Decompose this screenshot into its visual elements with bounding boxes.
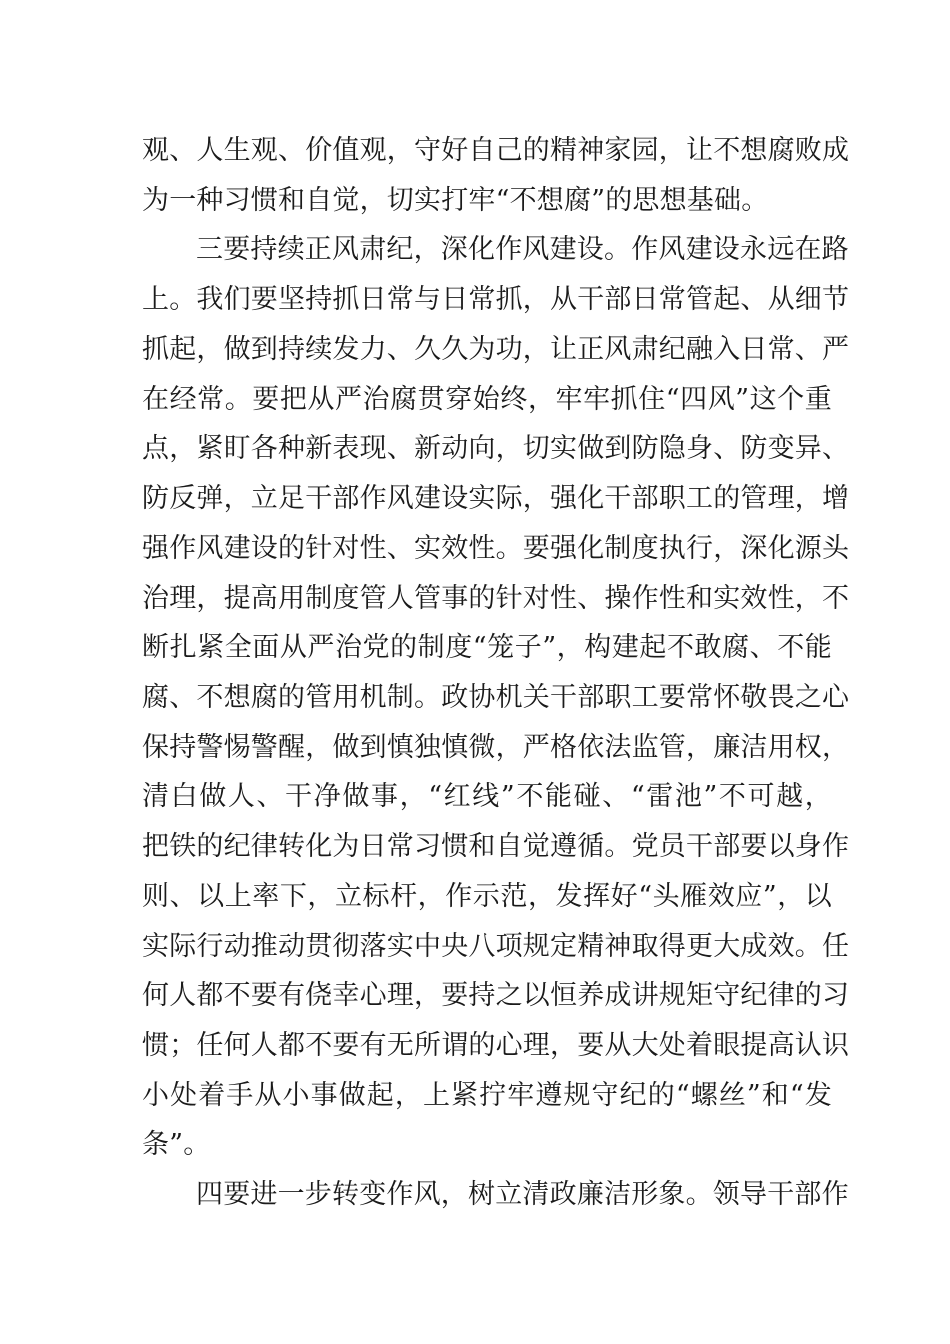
text-line: 上。我们要坚持抓日常与日常抓，从干部日常管起、从细节 (142, 284, 850, 315)
text-line: 清白做人、干净做事，“红线”不能碰、“雷池”不可越， (142, 781, 832, 812)
text-line: 腐、不想腐的管用机制。政协机关干部职工要常怀敬畏之心 (142, 682, 850, 713)
paragraph-start-line: 三要持续正风肃纪，深化作风建设。作风建设永远在路 (196, 234, 849, 265)
text-line: 惯；任何人都不要有无所谓的心理，要从大处着眼提高认识 (142, 1030, 850, 1061)
text-line: 观、人生观、价值观，守好自己的精神家园，让不想腐败成 (142, 135, 850, 166)
text-line: 点，紧盯各种新表现、新动向，切实做到防隐身、防变异、 (142, 433, 850, 464)
text-line: 何人都不要有侥幸心理，要持之以恒养成讲规矩守纪律的习 (142, 980, 850, 1011)
text-line: 治理，提高用制度管人管事的针对性、操作性和实效性，不 (142, 583, 850, 614)
text-line: 把铁的纪律转化为日常习惯和自觉遵循。党员干部要以身作 (142, 831, 850, 862)
text-line: 抓起，做到持续发力、久久为功，让正风肃纪融入日常、严 (142, 334, 850, 365)
text-line: 保持警惕警醒，做到慎独慎微，严格依法监管，廉洁用权， (142, 732, 850, 763)
text-line: 实际行动推动贯彻落实中央八项规定精神取得更大成效。任 (142, 931, 850, 962)
text-line: 小处着手从小事做起，上紧拧牢遵规守纪的“螺丝”和“发 (142, 1080, 832, 1111)
text-line: 则、以上率下，立标杆，作示范，发挥好“头雁效应”，以 (142, 881, 832, 912)
paragraph-start-line: 四要进一步转变作风，树立清政廉洁形象。领导干部作 (196, 1179, 849, 1210)
text-line: 条”。 (142, 1129, 211, 1160)
text-line: 为一种习惯和自觉，切实打牢“不想腐”的思想基础。 (142, 185, 769, 216)
text-line: 断扎紧全面从严治党的制度“笼子”，构建起不敢腐、不能 (142, 632, 832, 663)
text-line: 在经常。要把从严治腐贯穿始终，牢牢抓住“四风”这个重 (142, 384, 832, 415)
text-line: 防反弹，立足干部作风建设实际，强化干部职工的管理，增 (142, 483, 850, 514)
text-line: 强作风建设的针对性、实效性。要强化制度执行，深化源头 (142, 533, 850, 564)
